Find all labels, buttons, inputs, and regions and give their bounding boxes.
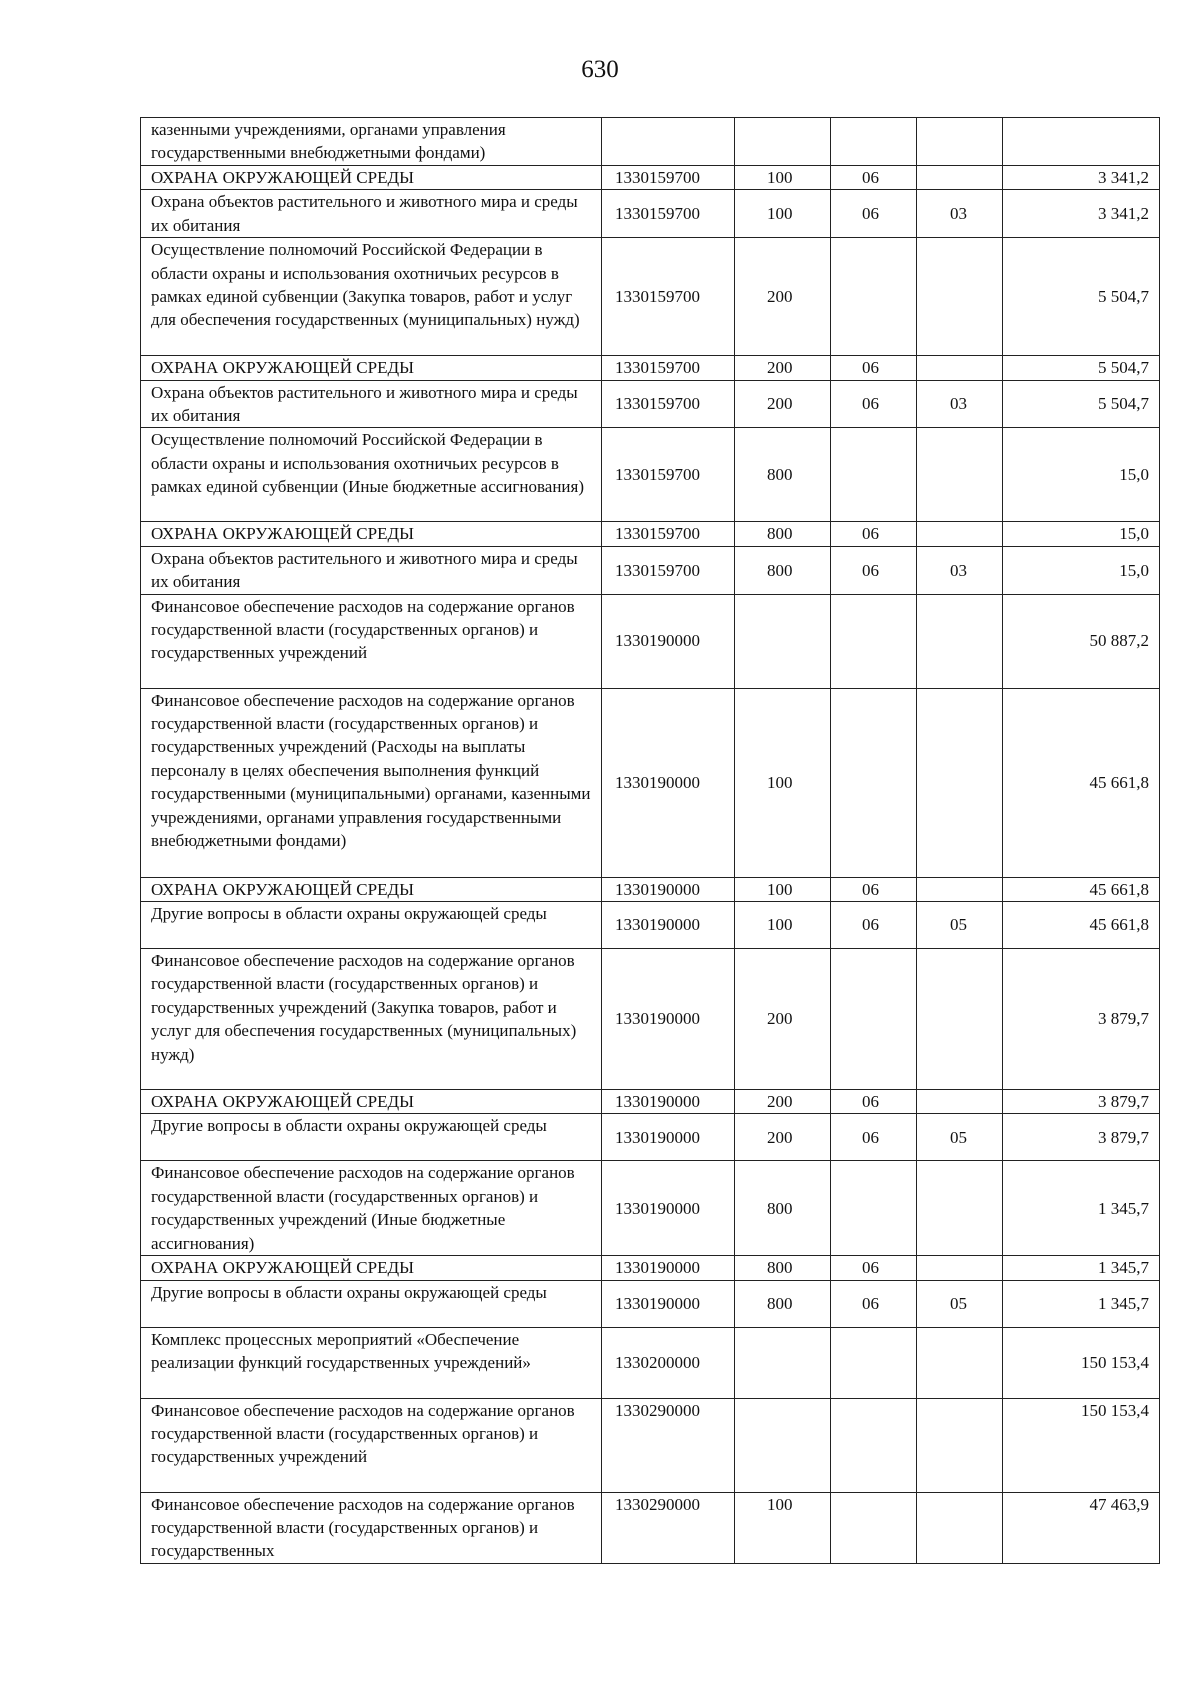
cell-expense-type: 200: [735, 356, 831, 380]
table-row: [141, 688, 1160, 877]
cell-target-code: 1330190000: [602, 902, 735, 949]
cell-target-code: 1330190000: [602, 594, 735, 688]
cell-subsection: [917, 1090, 1003, 1114]
cell-subsection: 03: [917, 380, 1003, 428]
cell-name: Осуществление полномочий Российской Федерации в области охраны и использования охотничьих ресурсов в рамках единой субвенции (Закупка товаров, работ и услуг для обеспечения государственных (муниципальных) нужд): [141, 238, 602, 356]
cell-target-code: 1330190000: [602, 1161, 735, 1256]
cell-amount: 3 879,7: [1003, 1090, 1160, 1114]
cell-section: 06: [831, 546, 917, 594]
cell-subsection: 03: [917, 190, 1003, 238]
cell-expense-type: 200: [735, 1090, 831, 1114]
cell-subsection: [917, 949, 1003, 1090]
table-row: [141, 238, 1160, 356]
table-row: [141, 1114, 1160, 1161]
table-row: [141, 380, 1160, 428]
cell-name: ОХРАНА ОКРУЖАЮЩЕЙ СРЕДЫ: [141, 1090, 602, 1114]
cell-name: Финансовое обеспечение расходов на содержание органов государственной власти (государственных органов) и государственных учреждений (Расходы на выплаты персоналу в целях обеспечения выполнения функций государственными (муниципальными) органами, казенными учреждениями, органами управления государственными внебюджетными фондами): [141, 688, 602, 877]
cell-target-code: 1330190000: [602, 1090, 735, 1114]
cell-section: [831, 688, 917, 877]
cell-name: ОХРАНА ОКРУЖАЮЩЕЙ СРЕДЫ: [141, 522, 602, 546]
cell-section: 06: [831, 1256, 917, 1280]
cell-target-code: [602, 118, 735, 166]
cell-subsection: [917, 1256, 1003, 1280]
cell-name: Комплекс процессных мероприятий «Обеспечение реализации функций государственных учреждений»: [141, 1327, 602, 1398]
cell-name: Другие вопросы в области охраны окружающей среды: [141, 1114, 602, 1161]
cell-amount: 45 661,8: [1003, 877, 1160, 901]
cell-expense-type: 100: [735, 1492, 831, 1563]
cell-section: [831, 949, 917, 1090]
cell-name: Другие вопросы в области охраны окружающей среды: [141, 902, 602, 949]
cell-name: Охрана объектов растительного и животного мира и среды их обитания: [141, 380, 602, 428]
cell-subsection: 03: [917, 546, 1003, 594]
cell-expense-type: 100: [735, 688, 831, 877]
cell-expense-type: 100: [735, 877, 831, 901]
table-row: [141, 1090, 1160, 1114]
cell-target-code: 1330190000: [602, 877, 735, 901]
cell-target-code: 1330159700: [602, 356, 735, 380]
page-number: 630: [581, 56, 619, 83]
cell-section: [831, 238, 917, 356]
cell-target-code: 1330159700: [602, 428, 735, 522]
cell-section: [831, 1492, 917, 1563]
cell-subsection: [917, 238, 1003, 356]
cell-section: 06: [831, 356, 917, 380]
table-row: [141, 546, 1160, 594]
table-row: [141, 190, 1160, 238]
cell-subsection: [917, 877, 1003, 901]
cell-amount: 1 345,7: [1003, 1161, 1160, 1256]
cell-amount: 3 341,2: [1003, 166, 1160, 190]
cell-name: Охрана объектов растительного и животного мира и среды их обитания: [141, 190, 602, 238]
cell-expense-type: 200: [735, 238, 831, 356]
cell-name: Финансовое обеспечение расходов на содержание органов государственной власти (государственных органов) и государственных учреждений: [141, 594, 602, 688]
table-row: [141, 877, 1160, 901]
cell-section: [831, 1398, 917, 1492]
cell-expense-type: [735, 1398, 831, 1492]
cell-section: [831, 428, 917, 522]
cell-amount: 5 504,7: [1003, 238, 1160, 356]
cell-name: казенными учреждениями, органами управления государственными внебюджетными фондами): [141, 118, 602, 166]
cell-expense-type: 800: [735, 522, 831, 546]
cell-amount: 150 153,4: [1003, 1398, 1160, 1492]
cell-section: 06: [831, 522, 917, 546]
budget-table-body: [141, 118, 1160, 1564]
cell-expense-type: [735, 594, 831, 688]
cell-target-code: 1330159700: [602, 522, 735, 546]
cell-amount: 50 887,2: [1003, 594, 1160, 688]
table-row: [141, 594, 1160, 688]
cell-expense-type: [735, 1327, 831, 1398]
cell-amount: [1003, 118, 1160, 166]
cell-subsection: [917, 688, 1003, 877]
cell-subsection: [917, 1398, 1003, 1492]
cell-name: ОХРАНА ОКРУЖАЮЩЕЙ СРЕДЫ: [141, 1256, 602, 1280]
cell-subsection: [917, 356, 1003, 380]
cell-amount: 1 345,7: [1003, 1256, 1160, 1280]
cell-expense-type: 800: [735, 1280, 831, 1327]
cell-amount: 5 504,7: [1003, 356, 1160, 380]
cell-amount: 3 879,7: [1003, 949, 1160, 1090]
cell-target-code: 1330159700: [602, 380, 735, 428]
table-row: [141, 1161, 1160, 1256]
table-row: [141, 1327, 1160, 1398]
cell-section: [831, 1327, 917, 1398]
cell-section: 06: [831, 1114, 917, 1161]
cell-section: 06: [831, 190, 917, 238]
cell-section: [831, 594, 917, 688]
cell-name: Финансовое обеспечение расходов на содержание органов государственной власти (государственных органов) и государственных учреждений (Закупка товаров, работ и услуг для обеспечения государственных (муниципальных) нужд): [141, 949, 602, 1090]
cell-section: 06: [831, 380, 917, 428]
cell-name: ОХРАНА ОКРУЖАЮЩЕЙ СРЕДЫ: [141, 166, 602, 190]
cell-subsection: [917, 1492, 1003, 1563]
cell-expense-type: 100: [735, 190, 831, 238]
cell-expense-type: 100: [735, 902, 831, 949]
cell-amount: 3 879,7: [1003, 1114, 1160, 1161]
cell-amount: 15,0: [1003, 428, 1160, 522]
cell-subsection: 05: [917, 1114, 1003, 1161]
cell-expense-type: 200: [735, 949, 831, 1090]
cell-section: [831, 118, 917, 166]
cell-subsection: [917, 522, 1003, 546]
cell-target-code: 1330159700: [602, 238, 735, 356]
cell-expense-type: 800: [735, 1256, 831, 1280]
table-row: [141, 1280, 1160, 1327]
table-row: [141, 949, 1160, 1090]
cell-expense-type: 800: [735, 428, 831, 522]
cell-section: [831, 1161, 917, 1256]
cell-amount: 150 153,4: [1003, 1327, 1160, 1398]
cell-section: 06: [831, 877, 917, 901]
table-row: [141, 356, 1160, 380]
cell-name: Финансовое обеспечение расходов на содержание органов государственной власти (государственных органов) и государственных учреждений (Иные бюджетные ассигнования): [141, 1161, 602, 1256]
cell-target-code: 1330290000: [602, 1492, 735, 1563]
cell-expense-type: 800: [735, 546, 831, 594]
cell-target-code: 1330159700: [602, 190, 735, 238]
cell-name: ОХРАНА ОКРУЖАЮЩЕЙ СРЕДЫ: [141, 356, 602, 380]
cell-name: Финансовое обеспечение расходов на содержание органов государственной власти (государственных органов) и государственных: [141, 1492, 602, 1563]
cell-subsection: 05: [917, 1280, 1003, 1327]
cell-subsection: [917, 1327, 1003, 1398]
cell-target-code: 1330290000: [602, 1398, 735, 1492]
cell-expense-type: [735, 118, 831, 166]
cell-target-code: 1330159700: [602, 546, 735, 594]
cell-name: Другие вопросы в области охраны окружающей среды: [141, 1280, 602, 1327]
cell-section: 06: [831, 1090, 917, 1114]
cell-section: 06: [831, 166, 917, 190]
cell-subsection: [917, 428, 1003, 522]
cell-target-code: 1330190000: [602, 1256, 735, 1280]
budget-table: [140, 117, 1160, 1564]
cell-expense-type: 100: [735, 166, 831, 190]
cell-subsection: [917, 594, 1003, 688]
cell-expense-type: 200: [735, 1114, 831, 1161]
cell-amount: 3 341,2: [1003, 190, 1160, 238]
cell-target-code: 1330159700: [602, 166, 735, 190]
cell-target-code: 1330190000: [602, 1280, 735, 1327]
cell-subsection: [917, 118, 1003, 166]
cell-amount: 47 463,9: [1003, 1492, 1160, 1563]
table-row: [141, 166, 1160, 190]
cell-section: 06: [831, 902, 917, 949]
cell-expense-type: 800: [735, 1161, 831, 1256]
cell-target-code: 1330190000: [602, 949, 735, 1090]
cell-expense-type: 200: [735, 380, 831, 428]
cell-amount: 45 661,8: [1003, 902, 1160, 949]
cell-amount: 15,0: [1003, 522, 1160, 546]
table-row: [141, 1492, 1160, 1563]
cell-name: ОХРАНА ОКРУЖАЮЩЕЙ СРЕДЫ: [141, 877, 602, 901]
cell-amount: 1 345,7: [1003, 1280, 1160, 1327]
cell-name: Охрана объектов растительного и животного мира и среды их обитания: [141, 546, 602, 594]
cell-subsection: [917, 1161, 1003, 1256]
cell-amount: 15,0: [1003, 546, 1160, 594]
table-row: [141, 1398, 1160, 1492]
table-row: [141, 118, 1160, 166]
cell-name: Финансовое обеспечение расходов на содержание органов государственной власти (государственных органов) и государственных учреждений: [141, 1398, 602, 1492]
cell-target-code: 1330190000: [602, 688, 735, 877]
table-row: [141, 1256, 1160, 1280]
cell-subsection: [917, 166, 1003, 190]
cell-subsection: 05: [917, 902, 1003, 949]
table-row: [141, 428, 1160, 522]
cell-amount: 5 504,7: [1003, 380, 1160, 428]
table-row: [141, 522, 1160, 546]
cell-target-code: 1330200000: [602, 1327, 735, 1398]
table-row: [141, 902, 1160, 949]
cell-amount: 45 661,8: [1003, 688, 1160, 877]
cell-name: Осуществление полномочий Российской Федерации в области охраны и использования охотничьих ресурсов в рамках единой субвенции (Иные бюджетные ассигнования): [141, 428, 602, 522]
cell-target-code: 1330190000: [602, 1114, 735, 1161]
cell-section: 06: [831, 1280, 917, 1327]
